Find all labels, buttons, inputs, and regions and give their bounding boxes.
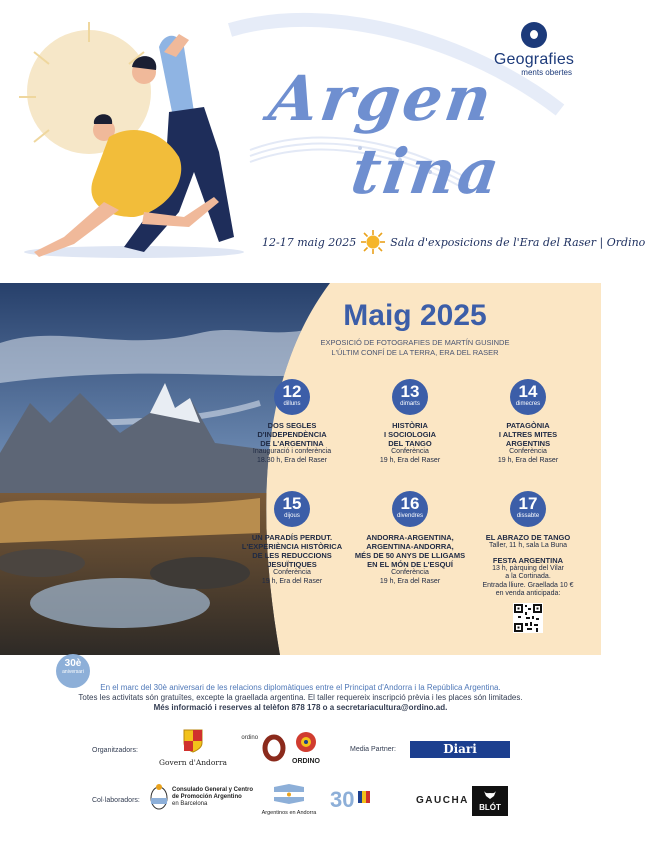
event-title-line: HISTÒRIA xyxy=(392,421,428,430)
event-date-circle xyxy=(274,491,310,527)
event-date-circle xyxy=(510,379,546,415)
exhibition-line: EXPOSICIÓ DE FOTOGRAFIES DE MARTÍN GUSINDE xyxy=(320,338,510,347)
event-card xyxy=(234,491,350,586)
event-title-line: DEL TANGO xyxy=(388,439,432,448)
event-title xyxy=(470,556,586,565)
event-detail: en venda anticipada: xyxy=(495,590,561,597)
argentinos-andorra-logo xyxy=(258,783,320,816)
event-title-line: DE L'ARGENTINA xyxy=(260,439,324,448)
event-card xyxy=(234,379,350,465)
geografies-logo xyxy=(484,22,584,77)
svg-text:30: 30 xyxy=(330,787,355,812)
event-weekday: dimecres xyxy=(515,401,541,407)
event-day-number: 17 xyxy=(518,494,538,513)
event-weekday: dimarts xyxy=(400,401,420,407)
title-line-2: tina xyxy=(346,135,507,208)
sun-of-may-icon xyxy=(361,230,385,254)
contact-note: Més informació i reserves al telèfon 878 178 o a secretariacultura@ordino.ad. xyxy=(153,703,448,712)
event-detail: Taller, 11 h, sala La Buna xyxy=(488,542,568,549)
consulate-line: en Barcelona xyxy=(172,801,208,807)
badge-label: aniversari xyxy=(62,669,84,675)
diari-andorra-logo: Diari d'Andorra xyxy=(410,741,510,758)
event-date-circle xyxy=(392,379,428,415)
exhibition-line: L'ÚLTIM CONFÍ DE LA TERRA, ERA DEL RASER xyxy=(331,348,499,357)
30-anniversary-logo xyxy=(328,783,374,815)
logo-name: Geografies xyxy=(493,51,575,68)
event-title xyxy=(234,533,350,569)
event-date-circle xyxy=(510,491,546,527)
ordino-text: ORDINO xyxy=(292,758,320,765)
event-title xyxy=(470,421,586,448)
event-card xyxy=(470,491,586,638)
dates-venue-line xyxy=(262,231,645,253)
event-title xyxy=(348,533,472,569)
govern-andorra-logo xyxy=(158,729,228,767)
consulate-line: Consulado General y Centro xyxy=(172,787,254,793)
event-title-line: MÉS DE 50 ANYS DE LLIGAMS xyxy=(354,551,466,560)
event-title-line: D'INDEPENDÈNCIA xyxy=(257,430,327,439)
consulate-line: de Promoción Argentino xyxy=(172,794,242,800)
organizers-label: Organitzadors: xyxy=(92,747,138,754)
event-weekday: dijous xyxy=(284,513,300,519)
event-title-line: DE LES REDUCCIONS xyxy=(252,551,332,560)
event-title-line: ANDORRA-ARGENTINA, xyxy=(366,533,454,542)
event-card xyxy=(470,379,586,465)
anniversary-note: En el marc del 30è aniversari de les relacions diplomàtiques entre el Principat d'Andorra i la República Argentina. xyxy=(100,683,501,692)
event-detail: a la Cortinada. xyxy=(505,573,551,580)
footer xyxy=(0,655,601,850)
event-detail: Entrada lliure. Graellada 10 € xyxy=(482,581,574,589)
event-detail: Inauguració i conferència xyxy=(252,448,332,455)
event-venue: Sala d'exposicions de l'Era del Raser | Ordino xyxy=(390,235,645,249)
govern-andorra-text: Govern d'Andorra xyxy=(158,758,228,767)
event-weekday: dissabte xyxy=(516,513,540,519)
qr-code[interactable] xyxy=(513,603,543,633)
event-detail: 19 h, Era del Raser xyxy=(261,577,323,585)
event-detail: 13 h, pàrquing del Vilar xyxy=(492,564,564,572)
event-title xyxy=(470,533,586,542)
title-line-1: Argen xyxy=(264,62,499,135)
event-card xyxy=(352,379,468,465)
ordino-logo xyxy=(286,731,326,765)
event-title-line: EN EL MÓN DE L'ESQUÍ xyxy=(367,560,453,569)
event-dates: 12-17 maig 2025 xyxy=(262,235,357,249)
event-title-line: EL ABRAZO DE TANGO xyxy=(485,533,571,542)
badge-number: 30è xyxy=(64,658,82,669)
event-detail: Conferència xyxy=(509,448,547,455)
event-title-line: ARGENTINA-ANDORRA, xyxy=(366,542,454,551)
ordino-small-text: ordino xyxy=(241,735,259,741)
media-partner-label: Media Partner: xyxy=(350,746,396,753)
event-detail: 18.30 h, Era del Raser xyxy=(256,456,328,464)
event-weekday: divendres xyxy=(396,513,423,519)
event-title-line: I SOCIOLOGIA xyxy=(383,430,437,439)
gaucha-logo: GAUCHA xyxy=(416,795,469,806)
event-detail: 19 h, Era del Raser xyxy=(379,577,441,585)
collaborators-label: Col·laboradors: xyxy=(92,797,140,804)
blot-text: BLÓT xyxy=(479,803,501,812)
event-date-circle xyxy=(392,491,428,527)
event-detail: Conferència xyxy=(273,569,311,576)
andorra-coat-of-arms-icon xyxy=(183,729,203,753)
event-title-line: JESUÏTIQUES xyxy=(267,560,317,569)
event-day-number: 15 xyxy=(282,494,302,513)
event-weekday: dilluns xyxy=(283,401,301,407)
event-title-line: PATAGÒNIA xyxy=(506,421,550,430)
event-title xyxy=(352,421,468,448)
ordino-o-icon xyxy=(263,735,285,761)
event-day-number: 14 xyxy=(518,382,538,401)
event-detail: 19 h, Era del Raser xyxy=(379,456,441,464)
event-detail: Conferència xyxy=(391,569,429,576)
event-detail: Conferència xyxy=(391,448,429,455)
exhibition-info xyxy=(270,338,560,358)
tango-dancers-illustration xyxy=(14,12,254,262)
bull-head-icon xyxy=(483,790,497,800)
event-day-number: 13 xyxy=(400,382,420,401)
consulate-logo xyxy=(150,783,260,811)
blot-logo xyxy=(472,786,508,816)
argentinos-andorra-emblem-icon xyxy=(272,783,306,805)
event-title-line: I ALTRES MITES xyxy=(498,430,558,439)
event-title-line: DOS SEGLES xyxy=(267,421,317,430)
event-title-line: ARGENTINS xyxy=(505,439,551,448)
event-detail: 19 h, Era del Raser xyxy=(497,456,559,464)
program-section xyxy=(0,283,601,655)
geografies-logo-icon xyxy=(521,22,547,48)
argentina-coat-of-arms-icon xyxy=(150,783,168,811)
event-title-line: FESTA ARGENTINA xyxy=(492,555,564,565)
event-date-circle xyxy=(274,379,310,415)
event-title-line: UN PARADÍS PERDUT. xyxy=(251,533,333,542)
argentinos-andorra-text: Argentinos en Andorra xyxy=(261,810,317,816)
event-title-line: L'EXPERIÈNCIA HISTÒRICA xyxy=(241,542,343,551)
event-title xyxy=(234,421,350,448)
ordino-logo-small xyxy=(238,735,288,761)
logo-tagline: ments obertes xyxy=(521,68,572,77)
event-card xyxy=(348,491,472,586)
month-title: Maig 2025 xyxy=(343,299,487,332)
activities-note: Totes les activitats són gratuïtes, excepte la graellada argentina. El taller requereix inscripció prèvia i les places són limitades. xyxy=(78,693,523,702)
event-day-number: 12 xyxy=(282,382,302,401)
header xyxy=(0,0,645,283)
event-day-number: 16 xyxy=(400,494,420,513)
ordino-emblem-icon xyxy=(294,731,318,753)
